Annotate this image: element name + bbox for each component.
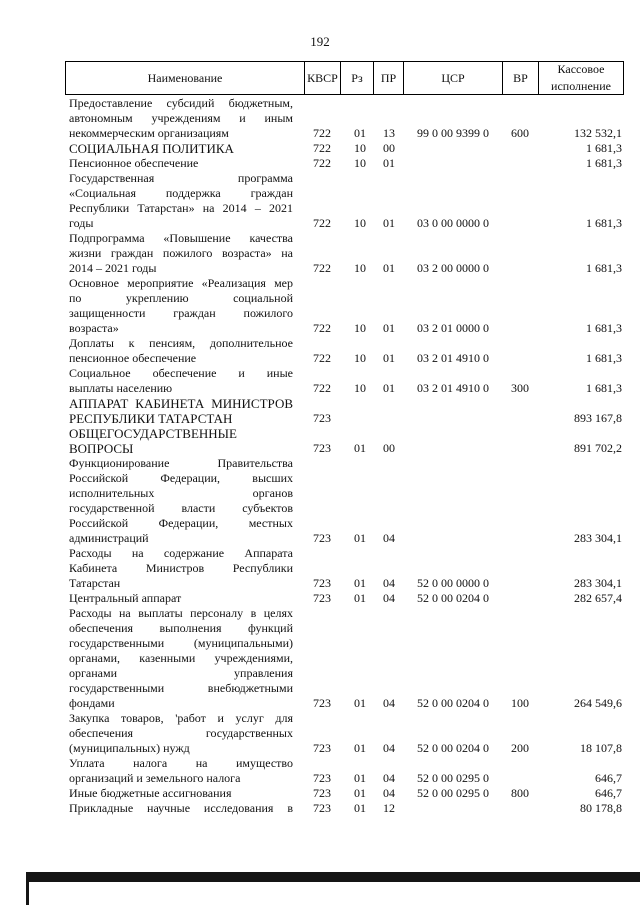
cell-csr: 52 0 00 0204 0 [417,591,489,605]
row-name-line: Доплаты к пенсиям, дополнительное [69,336,293,350]
row-name-line: ОБЩЕГОСУДАРСТВЕННЫЕ [69,426,237,441]
row-name [69,786,293,801]
cell-pr: 04 [383,741,395,755]
row-name-line: Татарстан [69,576,121,590]
cell-rz: 01 [354,801,366,815]
row-name-line: Российской Федерации, высших [69,471,293,485]
table-row [0,426,640,456]
row-name-line: Социальное обеспечение и иные [69,366,293,380]
cell-rz: 10 [354,156,366,170]
table-header [65,61,624,95]
cell-rz: 01 [354,531,366,545]
row-name [69,801,293,816]
cell-csr: 52 0 00 0000 0 [417,576,489,590]
row-name-line: фондами [69,696,115,710]
table-row [0,336,640,366]
cell-kvsr: 722 [313,381,331,395]
table-row [0,756,640,786]
cell-vr: 300 [511,381,529,395]
cell-amount: 1 681,3 [586,381,622,395]
cell-pr: 04 [383,531,395,545]
row-name-line: Основное мероприятие «Реализация мер [69,276,293,290]
cell-kvsr: 722 [313,216,331,230]
row-name [69,96,293,141]
cell-amount: 891 702,2 [574,441,622,455]
cell-kvsr: 723 [313,411,331,425]
header-amount-line2: исполнение [551,79,611,93]
cell-vr: 100 [511,696,529,710]
cell-amount: 18 107,8 [580,741,622,755]
table-row [0,171,640,231]
row-name-line: возраста» [69,321,119,335]
row-name [69,366,293,396]
row-name-line: Расходы на выплаты персоналу в целях [69,606,293,620]
table-row [0,546,640,591]
header-name: Наименование [147,70,223,85]
cell-csr: 03 2 00 0000 0 [417,261,489,275]
row-name-line: исполнительных органов [69,486,293,500]
header-amount-line1: Кассовое [557,62,605,76]
cell-pr: 01 [383,351,395,365]
row-name [69,396,293,426]
cell-rz: 01 [354,441,366,455]
row-name [69,711,293,756]
cell-kvsr: 723 [313,741,331,755]
cell-rz: 01 [354,696,366,710]
cell-vr: 800 [511,786,529,800]
cell-kvsr: 722 [313,261,331,275]
cell-amount: 283 304,1 [574,531,622,545]
table-row [0,96,640,141]
cell-rz: 01 [354,741,366,755]
header-kvsr: КВСР [307,70,338,85]
row-name-line: Уплата налога на имущество [69,756,293,770]
row-name [69,156,293,171]
row-name-line: автономным учреждениям и иным [69,111,293,125]
row-name-line: обеспечения государственных [69,726,293,740]
cell-pr: 04 [383,786,395,800]
cell-kvsr: 722 [313,351,331,365]
row-name [69,231,293,276]
table-row [0,396,640,426]
row-name [69,276,293,336]
cell-csr: 52 0 00 0204 0 [417,696,489,710]
header-pr: ПР [380,70,397,85]
cell-amount: 1 681,3 [586,141,622,155]
row-name [69,171,293,231]
cell-amount: 132 532,1 [574,126,622,140]
cell-rz: 01 [354,126,366,140]
row-name-line: Иные бюджетные ассигнования [69,786,232,800]
table-row [0,591,640,606]
cell-pr: 04 [383,576,395,590]
table-row [0,366,640,396]
cell-kvsr: 723 [313,786,331,800]
row-name-line: годы [69,216,94,230]
cell-amount: 1 681,3 [586,216,622,230]
cell-amount: 282 657,4 [574,591,622,605]
cell-pr: 04 [383,591,395,605]
cell-csr: 03 0 00 0000 0 [417,216,489,230]
header-csr: ЦСР [441,70,465,85]
cell-pr: 01 [383,156,395,170]
table-row [0,231,640,276]
header-vr: ВР [513,70,528,85]
row-name-line: Подпрограмма «Повышение качества [69,231,293,245]
cell-csr: 52 0 00 0295 0 [417,771,489,785]
cell-pr: 01 [383,216,395,230]
row-name-line: жизни граждан пожилого возраста» на [69,246,293,260]
table-row [0,606,640,711]
table-row [0,156,640,171]
row-name-line: Расходы на содержание Аппарата [69,546,293,560]
cell-kvsr: 722 [313,156,331,170]
table-body [0,96,640,816]
cell-rz: 01 [354,786,366,800]
cell-pr: 04 [383,696,395,710]
row-name-line: выплаты населению [69,381,173,395]
table-row [0,276,640,336]
cell-vr: 200 [511,741,529,755]
row-name-line: государственными (муниципальными) [69,636,293,650]
row-name [69,591,293,606]
cell-amount: 646,7 [595,786,622,800]
row-name-line: АППАРАТ КАБИНЕТА МИНИСТРОВ [69,396,293,411]
header-amount [539,62,623,94]
row-name-line: Центральный аппарат [69,591,182,605]
row-name-line: организаций и земельного налога [69,771,241,785]
cell-amount: 1 681,3 [586,321,622,335]
row-name-line: пенсионное обеспечение [69,351,197,365]
header-rz: Рз [351,70,363,85]
cell-pr: 01 [383,321,395,335]
cell-kvsr: 723 [313,576,331,590]
cell-csr: 99 0 00 9399 0 [417,126,489,140]
row-name-line: Кабинета Министров Республики [69,561,293,575]
cell-rz: 10 [354,381,366,395]
cell-rz: 01 [354,771,366,785]
cell-csr: 52 0 00 0295 0 [417,786,489,800]
row-name [69,336,293,366]
row-name-line: Предоставление субсидий бюджетным, [69,96,293,110]
cell-amount: 1 681,3 [586,351,622,365]
cell-kvsr: 722 [313,141,331,155]
cell-rz: 10 [354,261,366,275]
row-name-line: органами управления [69,666,293,680]
row-name [69,606,293,711]
row-name-line: Государственная программа [69,171,293,185]
row-name-line: Прикладные научные исследования в [69,801,293,815]
cell-pr: 01 [383,261,395,275]
table-row [0,711,640,756]
row-name-line: ВОПРОСЫ [69,441,134,456]
row-name-line: органами, казенными учреждениями, [69,651,293,665]
cell-kvsr: 723 [313,801,331,815]
cell-csr: 03 2 01 4910 0 [417,381,489,395]
table-row [0,801,640,816]
cell-pr: 00 [383,141,395,155]
cell-kvsr: 723 [313,591,331,605]
cell-amount: 893 167,8 [574,411,622,425]
row-name-line: (муниципальных) нужд [69,741,190,755]
cell-rz: 01 [354,576,366,590]
row-name [69,426,293,456]
cell-kvsr: 723 [313,696,331,710]
row-name-line: Функционирование Правительства [69,456,293,470]
cell-rz: 10 [354,321,366,335]
cell-pr: 13 [383,126,395,140]
row-name-line: обеспечения выполнения функций [69,621,293,635]
cell-csr: 03 2 01 4910 0 [417,351,489,365]
row-name [69,756,293,786]
scan-edge-bottom [28,872,640,882]
cell-pr: 01 [383,381,395,395]
cell-pr: 04 [383,771,395,785]
cell-rz: 10 [354,216,366,230]
row-name-line: «Социальная поддержка граждан [69,186,293,200]
row-name [69,456,293,546]
row-name-line: защищенности граждан пожилого [69,306,293,320]
cell-amount: 1 681,3 [586,156,622,170]
row-name-line: Российской Федерации, местных [69,516,293,530]
row-name-line: Закупка товаров, 'работ и услуг для [69,711,293,725]
row-name-line: 2014 – 2021 годы [69,261,157,275]
row-name-line: Республики Татарстан» на 2014 – 2021 [69,201,293,215]
cell-amount: 283 304,1 [574,576,622,590]
cell-rz: 01 [354,591,366,605]
cell-amount: 646,7 [595,771,622,785]
row-name-line: некоммерческим организациям [69,126,229,140]
cell-rz: 10 [354,141,366,155]
row-name-line: государственной власти субъектов [69,501,293,515]
table-row [0,456,640,546]
cell-rz: 10 [354,351,366,365]
row-name-line: администраций [69,531,149,545]
cell-kvsr: 722 [313,126,331,140]
row-name-line: Пенсионное обеспечение [69,156,199,170]
cell-kvsr: 723 [313,771,331,785]
cell-csr: 52 0 00 0204 0 [417,741,489,755]
table-row [0,786,640,801]
cell-pr: 00 [383,441,395,455]
row-name-line: государственными внебюджетными [69,681,293,695]
table-row [0,141,640,156]
page-number: 192 [310,34,330,49]
cell-amount: 80 178,8 [580,801,622,815]
cell-kvsr: 723 [313,531,331,545]
cell-amount: 1 681,3 [586,261,622,275]
cell-amount: 264 549,6 [574,696,622,710]
cell-kvsr: 722 [313,321,331,335]
cell-pr: 12 [383,801,395,815]
cell-kvsr: 723 [313,441,331,455]
row-name-line: по укреплению социальной [69,291,293,305]
row-name-line: СОЦИАЛЬНАЯ ПОЛИТИКА [69,141,234,156]
cell-csr: 03 2 01 0000 0 [417,321,489,335]
row-name [69,141,293,156]
cell-vr: 600 [511,126,529,140]
row-name [69,546,293,591]
row-name-line: РЕСПУБЛИКИ ТАТАРСТАН [69,411,233,426]
